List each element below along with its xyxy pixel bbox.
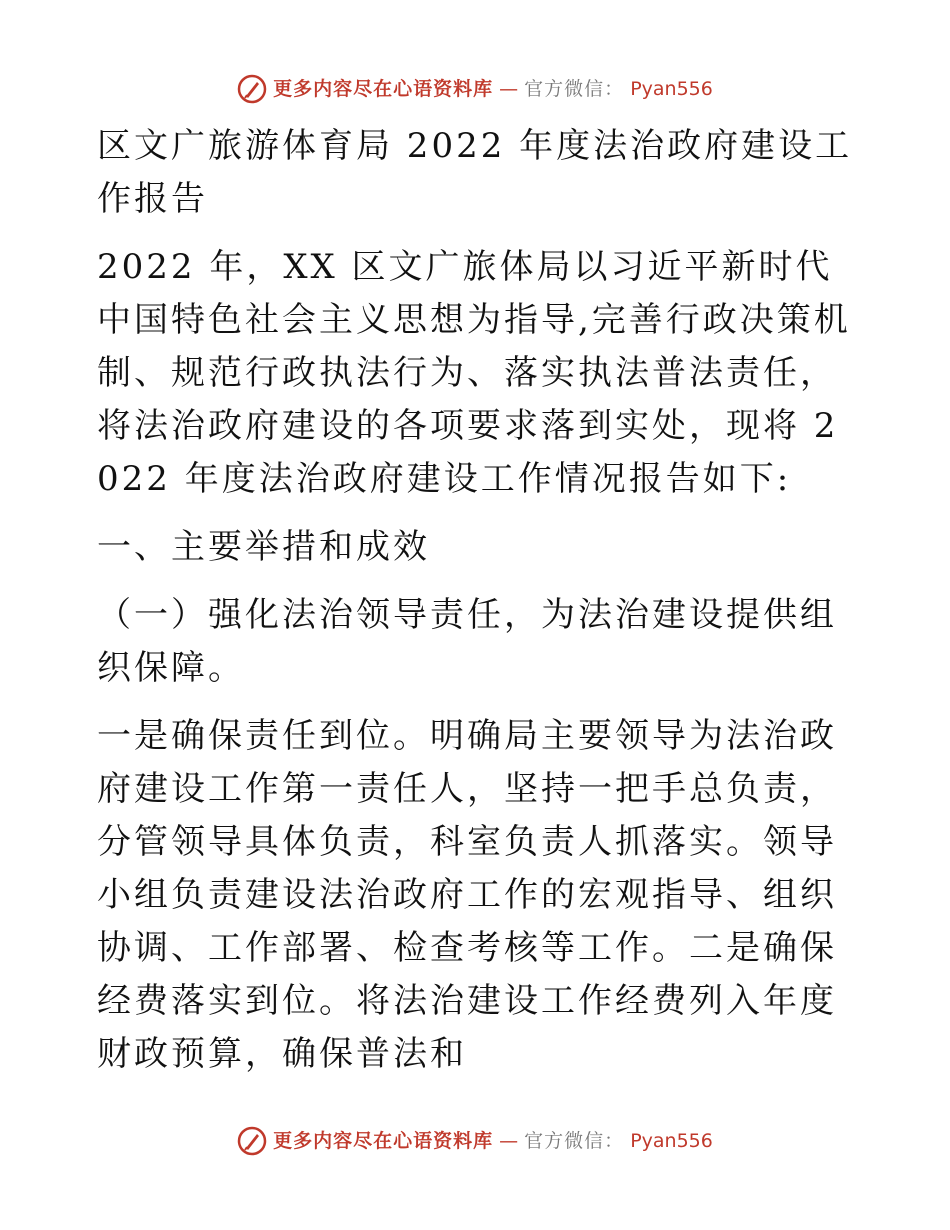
section-heading: 一、主要举措和成效 [97,527,430,567]
watermark-wechat-id: Pyan556 [630,1130,713,1152]
watermark-wechat-id: Pyan556 [630,78,713,100]
feather-pen-logo-icon [237,74,267,104]
watermark-main-text: 更多内容尽在心语资料库 [273,78,494,100]
watermark-dash: — [499,78,519,100]
watermark-dash: — [499,1130,519,1152]
subsection-body-paragraph: 一是确保责任到位。明确局主要领导为法治政府建设工作第一责任人，坚持一把手总负责，分管领导具体负责，科室负责人抓落实。领导小组负责建设法治政府工作的宏观指导、组织协调、工作部署、检查考核等工作。二是确保经费落实到位。将法治建设工作经费列入年度财政预算，确保普法和 [97,716,837,1074]
watermark-header [0,74,950,104]
watermark-main-text: 更多内容尽在心语资料库 [273,1130,494,1152]
watermark-label: 官方微信： [524,78,625,100]
watermark-label: 官方微信： [524,1130,625,1152]
intro-paragraph: 2022 年，XX 区文广旅体局以习近平新时代中国特色社会主义思想为指导,完善行政决策机制、规范行政执法行为、落实执法普法责任，将法治政府建设的各项要求落到实处，现将 2022 年度法治政府建设工作情况报告如下: [97,247,851,499]
document-title: 区文广旅游体育局 2022 年度法治政府建设工作报告 [97,126,853,219]
watermark-footer [0,1126,950,1156]
document-body [97,120,857,1081]
subsection-heading: （一）强化法治领导责任，为法治建设提供组织保障。 [97,595,837,688]
feather-pen-logo-icon [237,1126,267,1156]
